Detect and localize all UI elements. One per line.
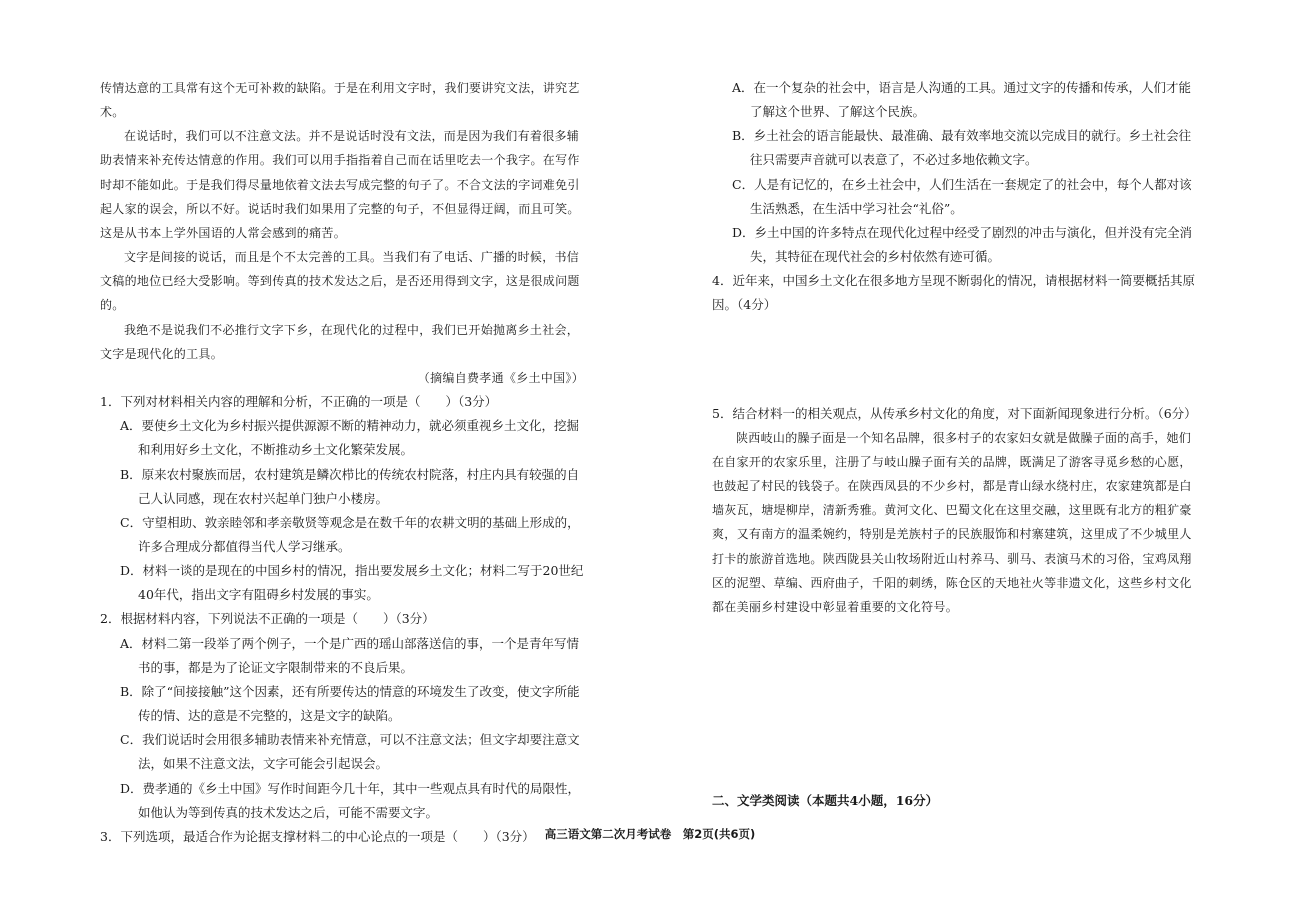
question-2-option-b: B．除了“间接接触”这个因素，还有所要传达的情意的环境发生了改变，使文字所能传的情、达的意是不完整的，这是文字的缺陷。 [120, 683, 580, 724]
question-3-option-b: B．乡土社会的语言能最快、最准确、最有效率地交流以完成目的就行。乡土社会往往只需要声音就可以表意了，不必过多地依赖文字。 [732, 128, 1192, 168]
question-1-option-d: D．材料一谈的是现在的中国乡村的情况，指出要发展乡土文化；材料二写于20世纪40年代，指出文字有阻碍乡村发展的事实。 [120, 563, 584, 603]
question-2-option-a: A．材料二第一段举了两个例子，一个是广西的瑶山部落送信的事，一个是青年写情书的事，都是为了论证文字限制带来的不良后果。 [120, 635, 580, 675]
question-1-option-c: C．守望相助、敦亲睦邻和孝亲敬贤等观念是在数千年的农耕文明的基础上形成的，许多合理成分都值得当代人学习继承。 [120, 514, 580, 554]
question-2-option-c: C．我们说话时会用很多辅助表情来补充情意，可以不注意文法；但文字却要注意文法，如果不注意文法，文字可能会引起误会。 [120, 732, 580, 772]
question-3-option-a: A．在一个复杂的社会中，语言是人沟通的工具。通过文字的传播和传承，人们才能了解这个世界、了解这个民族。 [732, 80, 1192, 120]
passage-paragraph: 在说话时，我们可以不注意文法。并不是说话时没有文法，而是因为我们有着很多辅助表情来补充传达情意的作用。我们可以用手指指着自己而在话里吃去一个我字。在写作时却不能如此。于是我们得尽量地依着文法去写成完整的句子了。不合文法的字词难免引起人家的误会，所以不好。说话时我们如果用了完整的句子，不但显得迂阔，而且可笑。这是从书本上学外国语的人常会感到的痛苦。 [100, 129, 580, 240]
page-footer: 高三语文第二次月考试卷 第2页(共6页) [544, 827, 756, 841]
question-3-option-d: D．乡土中国的许多特点在现代化过程中经受了剧烈的冲击与演化，但并没有完全消失，其特征在现代社会的乡村依然有迹可循。 [732, 224, 1193, 265]
answer-space [712, 619, 1202, 789]
passage-paragraph: 传情达意的工具常有这个无可补救的缺陷。于是在利用文字时，我们要讲究文法，讲究艺术。 [100, 81, 580, 120]
question-3-option-c: C．人是有记忆的，在乡土社会中，人们生活在一套规定了的社会中，每个人都对该生活熟悉，在生活中学习社会“礼俗”。 [732, 176, 1192, 216]
question-2-stem: 2．根据材料内容，下列说法不正确的一项是（ ）（3分） [100, 611, 435, 627]
answer-space [712, 318, 1202, 402]
question-3-stem: 3．下列选项，最适合作为论据支撑材料二的中心论点的一项是（ ）（3分） [100, 828, 535, 844]
question-1-option-b: B．原来农村聚族而居，农村建筑是鳞次栉比的传统农村院落，村庄内具有较强的自己人认同感，现在农村兴起单门独户小楼房。 [120, 466, 580, 506]
question-5-stem: 5．结合材料一的相关观点，从传承乡村文化的角度，对下面新闻现象进行分析。（6分） [712, 405, 1197, 421]
question-1-stem: 1．下列对材料相关内容的理解和分析，不正确的一项是（ ）（3分） [100, 394, 498, 410]
news-passage: 陕西岐山的臊子面是一个知名品牌，很多村子的农家妇女就是做臊子面的高手，她们在自家开的农家乐里，注册了与岐山臊子面有关的品牌，既满足了游客寻觅乡愁的心愿，也鼓起了村民的钱袋子。在陕西凤县的不少乡村，都是青山绿水绕村庄，农家建筑都是白墙灰瓦，塘堤柳岸，清新秀雅。黄河文化、巴蜀文化在这里交融，这里既有北方的粗犷豪爽，又有南方的温柔婉约，特别是羌族村子的民族服饰和村寨建筑，这里成了不少城里人打卡的旅游首选地。陕西陇县关山牧场附近山村养马、驯马、表演马术的习俗，宝鸡凤翔区的泥塑、草编、西府曲子，千阳的刺绣，陈仓区的天地社火等非遗文化，这些乡村文化都在美丽乡村建设中彰显着重要的文化符号。 [712, 430, 1192, 614]
question-4-stem: 4．近年来，中国乡土文化在很多地方呈现不断弱化的情况，请根据材料一简要概括其原因。（4分） [712, 273, 1195, 313]
question-2-option-d: D．费孝通的《乡土中国》写作时间距今几十年，其中一些观点具有时代的局限性，如他认为等到传真的技术发达之后，可能不需要文字。 [120, 780, 581, 820]
right-column [712, 76, 1202, 813]
section-heading: 二、文学类阅读（本题共4小题，16分） [712, 792, 939, 808]
left-column [100, 76, 588, 849]
passage-source: （摘编自费孝通《乡土中国》） [417, 370, 584, 385]
passage-paragraph: 我绝不是说我们不必推行文字下乡，在现代化的过程中，我们已开始抛离乡土社会，文字是现代化的工具。 [100, 322, 580, 361]
question-1-option-a: A．要使乡土文化为乡村振兴提供源源不断的精神动力，就必须重视乡土文化，挖掘和利用好乡土文化，不断推动乡土文化繁荣发展。 [120, 418, 580, 458]
passage-paragraph: 文字是间接的说话，而且是个不太完善的工具。当我们有了电话、广播的时候，书信文稿的地位已经大受影响。等到传真的技术发达之后，是否还用得到文字，这是很成问题的。 [100, 250, 580, 313]
